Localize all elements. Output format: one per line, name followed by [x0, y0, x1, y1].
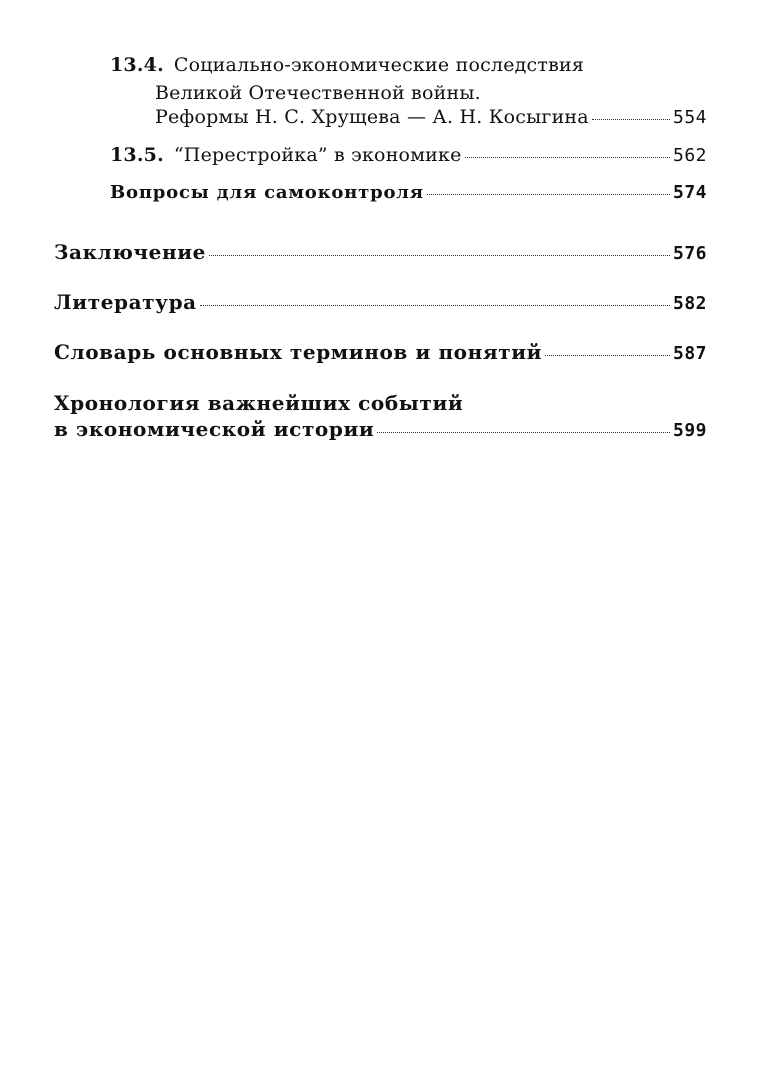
section-title-line: Великой Отечественной войны. [155, 82, 481, 104]
toc-entry-literature[interactable] [54, 290, 707, 314]
toc-entry-13-4-line1 [110, 54, 584, 76]
chapter-title: Литература [54, 290, 197, 314]
toc-entry-13-4-line3[interactable] [155, 106, 707, 128]
page-number: 574 [672, 182, 707, 203]
section-number: 13.4. [110, 54, 164, 76]
section-title-line: Реформы Н. С. Хрущева — А. Н. Косыгина [155, 106, 589, 128]
page-number: 562 [672, 145, 707, 166]
section-number: 13.5. [110, 144, 164, 166]
page-number: 554 [672, 107, 707, 128]
dot-leader [427, 194, 670, 195]
toc-entry-conclusion[interactable] [54, 240, 707, 264]
dot-leader [465, 157, 670, 158]
toc-entry-13-4-line2 [155, 82, 481, 104]
dot-leader [200, 305, 670, 306]
page-number: 582 [672, 293, 707, 314]
toc-entry-chronology-line1 [54, 391, 463, 415]
toc-entry-self-check[interactable] [110, 182, 707, 203]
section-title: “Перестройка” в экономике [173, 144, 462, 166]
dot-leader [592, 119, 670, 120]
section-title-line: Социально-экономические последствия [173, 54, 585, 76]
chapter-title: Словарь основных терминов и понятий [54, 340, 543, 364]
section-title: Вопросы для самоконтроля [110, 182, 424, 203]
toc-entry-glossary[interactable] [54, 340, 707, 364]
dot-leader [377, 432, 670, 433]
chapter-title-line: Хронология важнейших событий [54, 391, 464, 415]
page-number: 576 [672, 243, 707, 264]
page-number: 587 [672, 343, 707, 364]
toc-entry-chronology-line2[interactable] [54, 417, 707, 441]
chapter-title: Заключение [54, 240, 206, 264]
page-number: 599 [672, 420, 707, 441]
dot-leader [209, 255, 670, 256]
dot-leader [545, 355, 670, 356]
chapter-title-line: в экономической истории [54, 417, 375, 441]
toc-entry-13-5[interactable] [110, 144, 707, 166]
